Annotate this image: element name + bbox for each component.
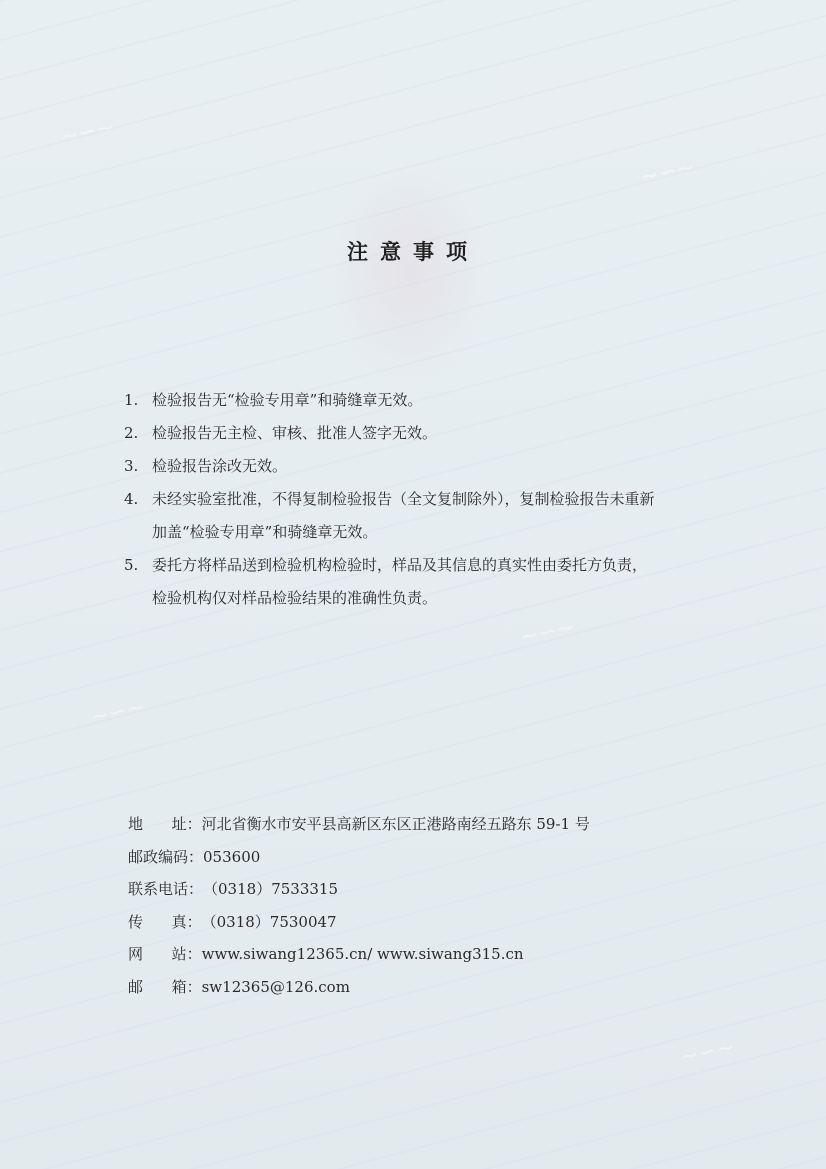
note-number: 3. [124, 457, 139, 475]
contact-row-email [128, 971, 728, 1004]
phone-value: （0318）7533315 [203, 880, 338, 898]
note-item [124, 417, 724, 450]
note-number: 1. [124, 391, 139, 409]
note-text: 检验机构仅对样品检验结果的准确性负责。 [152, 589, 438, 607]
note-text: 加盖“检验专用章”和骑缝章无效。 [152, 523, 378, 541]
notes-list [124, 384, 724, 615]
address-value: 河北省衡水市安平县高新区东区正港路南经五路东 59-1 号 [201, 815, 590, 833]
note-item [124, 483, 724, 516]
email-label: 邮 箱： [128, 977, 202, 996]
contact-row-postcode [128, 841, 728, 874]
page-title: 注意事项 [347, 239, 479, 264]
background-watermark: ~∽~ [638, 154, 698, 191]
address-label: 地 址： [128, 815, 202, 833]
note-number: 5. [124, 556, 139, 574]
note-item-continuation [124, 582, 724, 615]
website-label: 网 站： [128, 945, 202, 963]
postcode-value: 053600 [203, 847, 261, 866]
background-watermark: ~∽~ [518, 614, 578, 651]
contact-row-fax [128, 906, 728, 939]
phone-label: 联系电话： [128, 880, 204, 898]
note-text: 检验报告无主检、审核、批准人签字无效。 [152, 424, 438, 442]
contact-row-address [128, 808, 728, 841]
note-item [124, 549, 724, 582]
note-number: 4. [124, 490, 139, 508]
note-item [124, 450, 724, 483]
note-text: 检验报告涂改无效。 [152, 457, 288, 475]
email-value: sw12365@126.com [201, 977, 350, 996]
background-watermark: ~∽~ [88, 694, 148, 731]
note-item-continuation [124, 516, 724, 549]
contact-row-phone [128, 873, 728, 906]
note-item [124, 384, 724, 417]
note-number-spacer [124, 516, 152, 549]
postcode-label: 邮政编码： [128, 847, 204, 866]
contact-row-website [128, 938, 728, 971]
note-text: 委托方将样品送到检验机构检验时，样品及其信息的真实性由委托方负责， [152, 556, 648, 574]
note-text: 检验报告无“检验专用章”和骑缝章无效。 [152, 391, 423, 409]
background-watermark: ~∽~ [58, 114, 118, 151]
note-text: 未经实验室批准，不得复制检验报告（全文复制除外），复制检验报告未重新 [152, 490, 655, 508]
note-number: 2. [124, 424, 139, 442]
fax-value: （0318）7530047 [201, 912, 337, 931]
website-value: www.siwang12365.cn/ www.siwang315.cn [201, 945, 524, 963]
contact-info [128, 808, 728, 1003]
fax-label: 传 真： [128, 912, 202, 931]
note-number-spacer [124, 582, 152, 615]
background-watermark: ~∽~ [678, 1034, 738, 1071]
